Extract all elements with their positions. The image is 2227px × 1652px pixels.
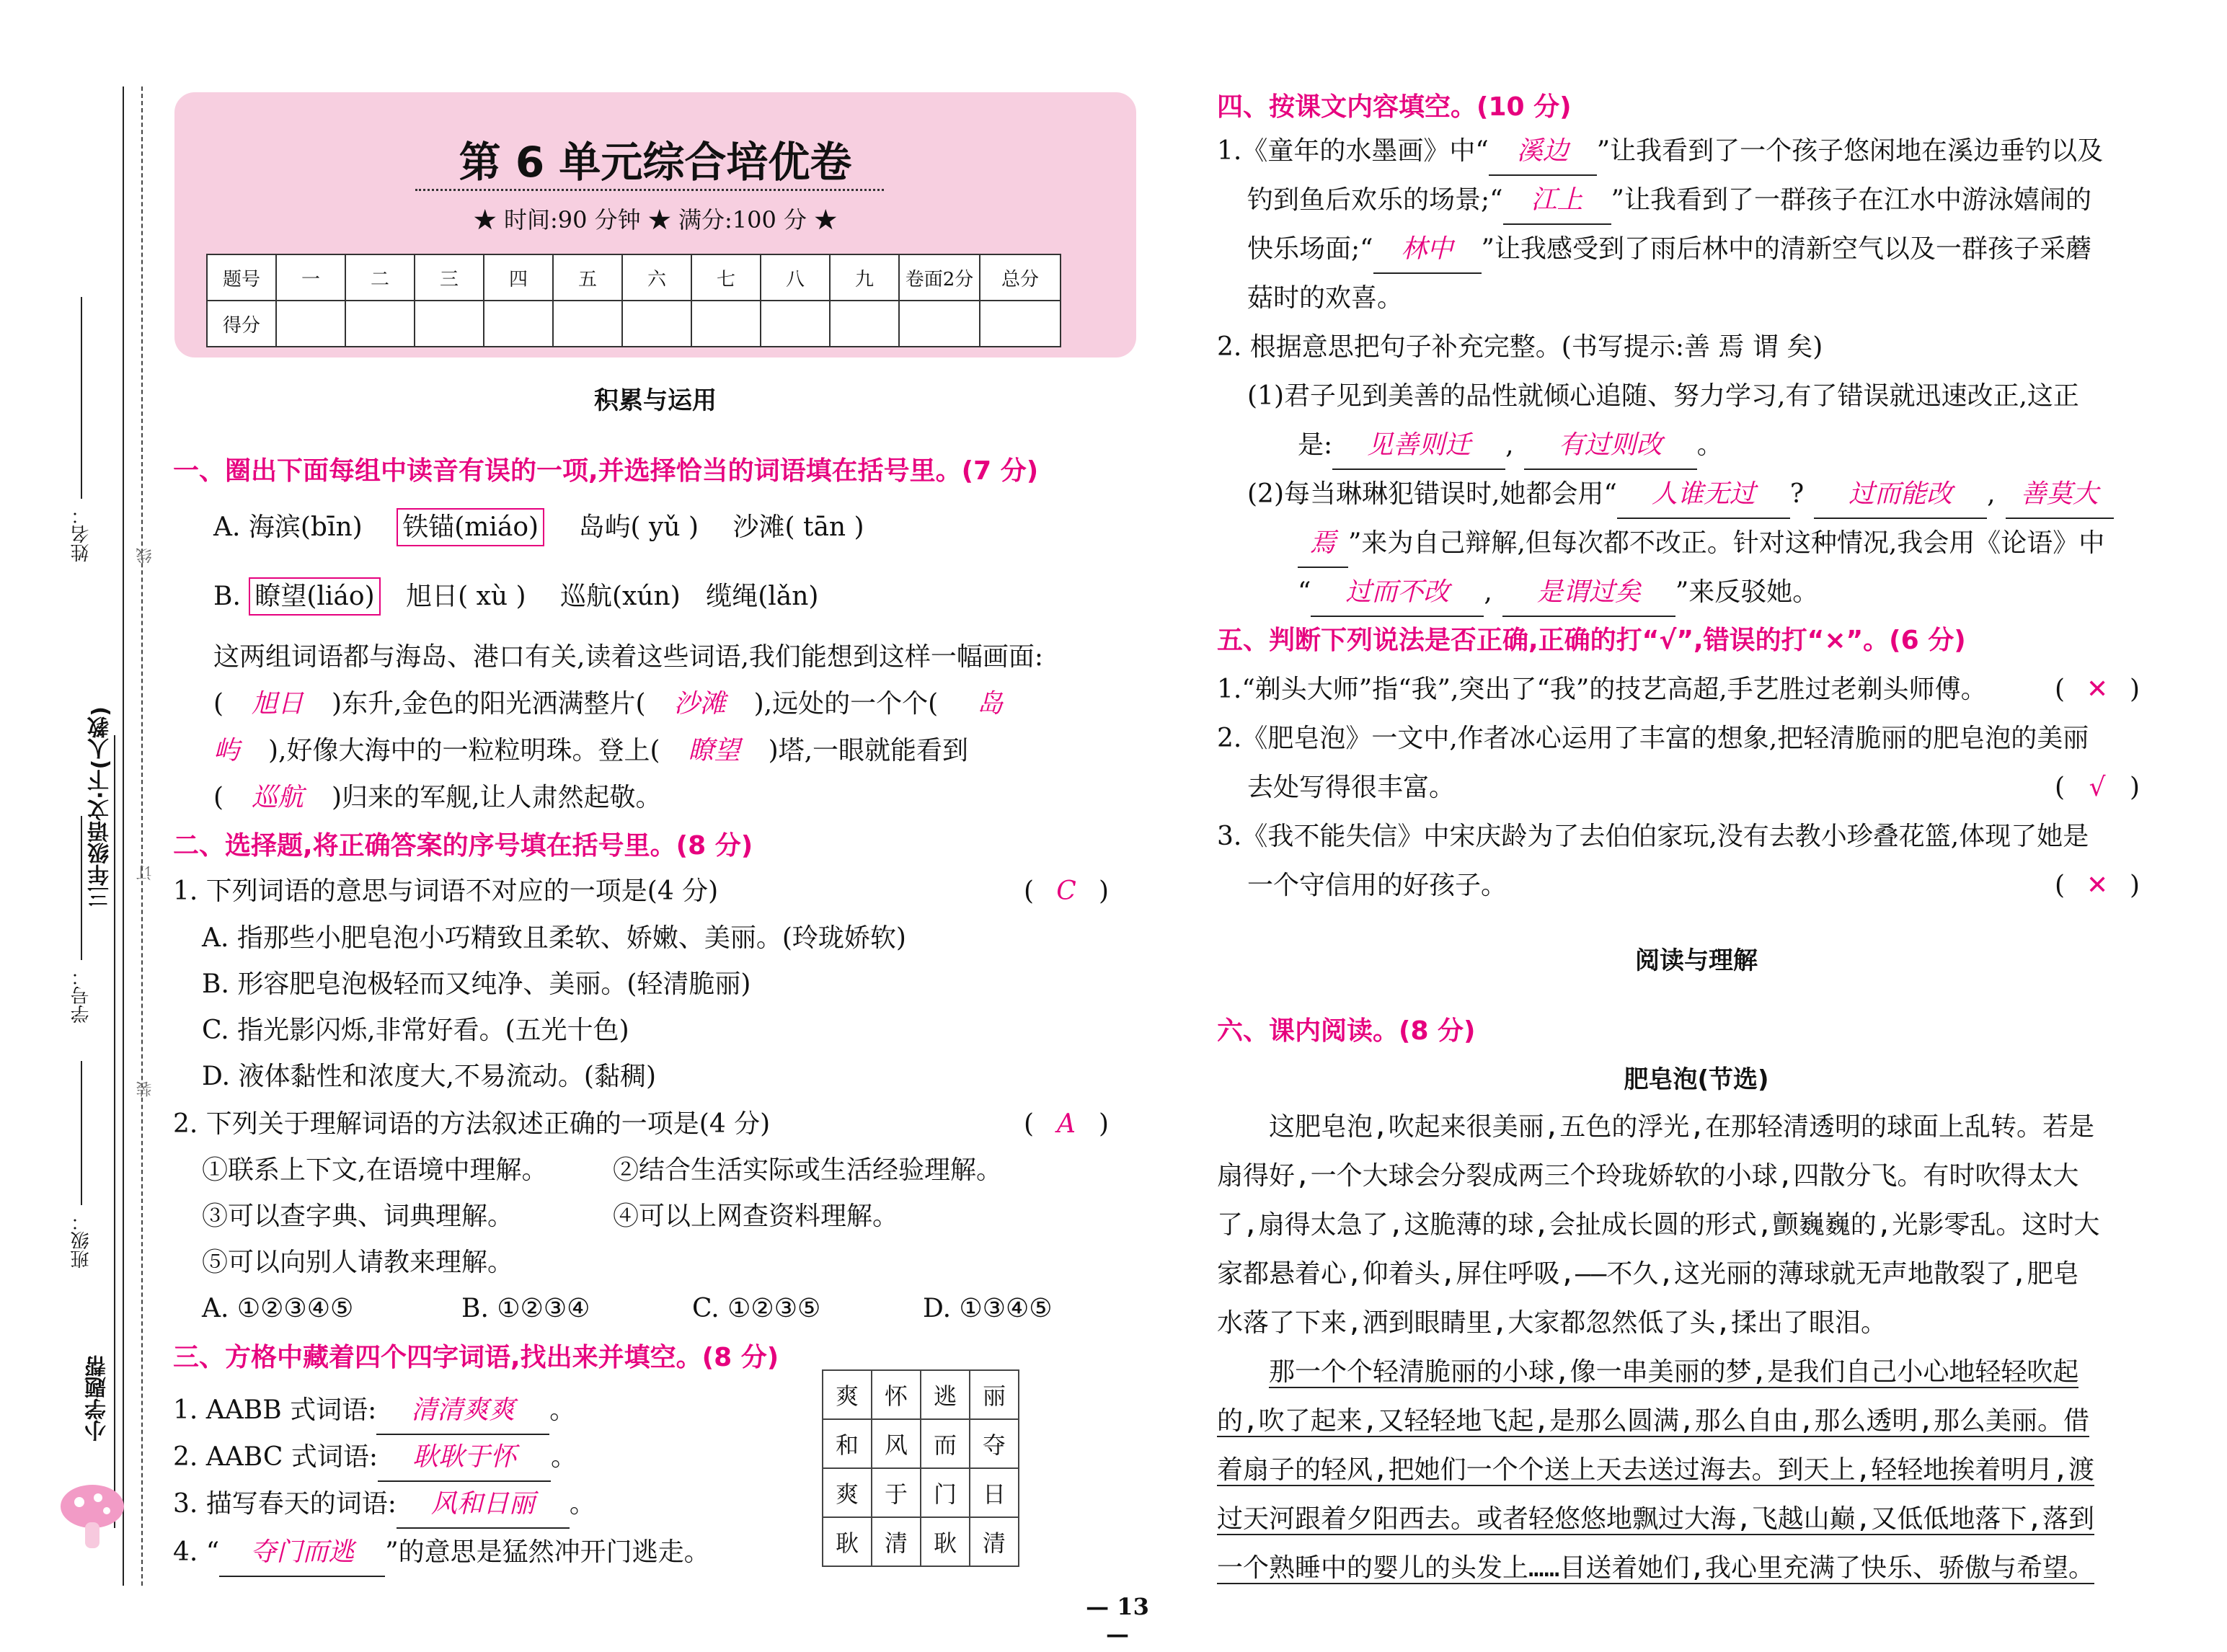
answer-blank[interactable]: 江上 bbox=[1503, 177, 1611, 225]
article-line: 水落了下来,洒到眼睛里,大家都忽然低了头,揉出了眼泪。 bbox=[1217, 1308, 1887, 1338]
text: 1.《童年的水墨画》中“ bbox=[1217, 136, 1489, 166]
grid-cell: 耿 bbox=[823, 1517, 872, 1566]
q1-paragraph-line4 bbox=[213, 775, 662, 821]
text: ),远处的一个个( bbox=[753, 689, 939, 719]
q4-line: 2. 根据意思把句子补充完整。(书写提示:善 焉 谓 矣) bbox=[1217, 332, 1823, 362]
word-item: 旭日( xù ) bbox=[406, 582, 526, 611]
id-field: 学号： bbox=[68, 793, 94, 1023]
text: 钓到鱼后欢乐的场景;“ bbox=[1247, 185, 1503, 215]
word-item: 缆绳(lǎn) bbox=[706, 582, 819, 611]
answer-blank[interactable]: 善莫大 bbox=[2006, 471, 2114, 519]
text: )塔,一眼就能看到 bbox=[768, 736, 969, 765]
mushroom-logo-icon bbox=[56, 1478, 128, 1557]
book-label: 三年级语文·下(人教) bbox=[88, 706, 113, 907]
article-body bbox=[1217, 1103, 2176, 1593]
score-table-header-row bbox=[207, 254, 1061, 301]
article-line-underlined: 的,吹了起来,又轻轻地飞起,是那么圆满,那么自由,那么透明,那么美丽。借 bbox=[1217, 1406, 2090, 1436]
table-cell: 五 bbox=[553, 254, 622, 301]
q4-line bbox=[1247, 226, 2091, 274]
answer-blank[interactable]: C bbox=[1056, 876, 1076, 906]
q1-paragraph-line1: 这两组词语都与海岛、港口有关,读着这些词语,我们能想到这样一幅画面: bbox=[213, 642, 1044, 672]
q5-statement: 2.《肥皂泡》一文中,作者冰心运用了丰富的想象,把轻清脆丽的肥皂泡的美丽 bbox=[1217, 724, 2089, 753]
class-field: 班级： bbox=[68, 1038, 94, 1269]
score-input-cell[interactable] bbox=[484, 301, 553, 347]
q1-row-a bbox=[213, 505, 1122, 551]
q3-title: 三、方格中藏着四个四字词语,找出来并填空。(8 分) bbox=[173, 1343, 779, 1372]
q4-line bbox=[1247, 177, 2091, 225]
q4-line: (2)每当琳琳犯错误时,她都会用“ 人谁无过 ? 过而能改 , 善莫大 bbox=[1247, 471, 2114, 519]
answer-blank[interactable]: 有过则改 bbox=[1524, 422, 1697, 470]
margin-line-outer bbox=[123, 86, 124, 1586]
cross-icon[interactable]: ✕ bbox=[2086, 871, 2109, 900]
q6-title: 六、课内阅读。(8 分) bbox=[1217, 1016, 1476, 1046]
grid-row bbox=[823, 1419, 1019, 1468]
answer-blank[interactable]: 人谁无过 bbox=[1617, 471, 1790, 519]
answer-blank[interactable]: 风和日丽 bbox=[397, 1481, 570, 1529]
q3-item bbox=[173, 1434, 577, 1482]
check-icon[interactable]: √ bbox=[2089, 773, 2106, 802]
q4-line bbox=[1217, 128, 2103, 176]
word-item: 沙滩( tān ) bbox=[732, 512, 864, 542]
q4-line: (1)君子见到美善的品性就倾心追随、努力学习,有了错误就迅速改正,这正 bbox=[1247, 381, 2079, 411]
page-number: — 13 — bbox=[1086, 1593, 1149, 1648]
word-item: B. bbox=[213, 582, 241, 611]
grid-cell: 耿 bbox=[921, 1517, 970, 1566]
q5-statement: 去处写得很丰富。 bbox=[1247, 773, 1456, 802]
cut-mark-ding: 订 bbox=[136, 865, 154, 881]
q4-title: 四、按课文内容填空。(10 分) bbox=[1217, 92, 1572, 122]
q5-title: 五、判断下列说法是否正确,正确的打“√”,错误的打“×”。(6 分) bbox=[1217, 626, 1966, 655]
answer-blank[interactable]: 旭日 bbox=[252, 689, 304, 719]
table-cell: 卷面2分 bbox=[899, 254, 980, 301]
grid-cell: 丽 bbox=[970, 1370, 1019, 1419]
answer-blank[interactable]: 过而不改 bbox=[1311, 569, 1484, 617]
answer-blank[interactable]: 巡航 bbox=[252, 783, 304, 812]
score-input-cell[interactable] bbox=[415, 301, 484, 347]
answer-blank[interactable]: 清清爽爽 bbox=[376, 1387, 549, 1435]
text: 4. “ bbox=[173, 1537, 220, 1567]
table-cell: 一 bbox=[276, 254, 345, 301]
method-item: ④可以上网查资料理解。 bbox=[613, 1202, 899, 1231]
grid-cell: 于 bbox=[872, 1468, 921, 1517]
score-input-cell[interactable] bbox=[830, 301, 899, 347]
title-rule bbox=[415, 189, 884, 191]
grid-cell: 爽 bbox=[823, 1370, 872, 1419]
choice-item: C. ①②③⑤ bbox=[692, 1294, 821, 1323]
score-input-cell[interactable] bbox=[761, 301, 830, 347]
answer-blank[interactable]: A bbox=[1057, 1109, 1076, 1139]
text: 3. 描写春天的词语: bbox=[173, 1489, 397, 1519]
method-item: ⑤可以向别人请教来理解。 bbox=[202, 1248, 514, 1277]
cut-mark-xian: 线 bbox=[136, 548, 154, 564]
text: ”让我看到了一群孩子在江水中游泳嬉闹的 bbox=[1611, 185, 2091, 215]
article-line-underlined: 着扇子的轻风,把她们一个个送上天去送过海去。到天上,轻轻地挨着明月,渡 bbox=[1217, 1455, 2095, 1485]
text: ( bbox=[213, 783, 224, 812]
text: ”让我感受到了雨后林中的清新空气以及一群孩子采蘑 bbox=[1481, 234, 2091, 264]
character-grid bbox=[822, 1369, 1019, 1567]
q4-line: 菇时的欢喜。 bbox=[1247, 283, 1404, 313]
q1-paragraph-line3 bbox=[213, 728, 968, 774]
table-cell: 题号 bbox=[207, 254, 276, 301]
q1-paragraph-line2 bbox=[213, 681, 1003, 727]
word-item: 巡航(xún) bbox=[560, 582, 681, 611]
table-cell: 得分 bbox=[207, 301, 276, 347]
q3-item bbox=[173, 1387, 575, 1435]
text: 1. AABB 式词语: bbox=[173, 1395, 377, 1425]
article-title: 肥皂泡(节选) bbox=[1624, 1065, 1769, 1094]
answer-blank[interactable]: 见善则迁 bbox=[1332, 422, 1505, 470]
article-line-underlined: 过天河跟着夕阳西去。或者轻悠悠地飘过大海,飞越山巅,又低低地落下,落到 bbox=[1217, 1504, 2095, 1534]
q5-statement: 一个守信用的好孩子。 bbox=[1247, 871, 1507, 900]
answer-blank[interactable]: 沙滩 bbox=[673, 689, 726, 719]
q2-option: A. 指那些小肥皂泡小巧精致且柔软、娇嫩、美丽。(玲珑娇软) bbox=[202, 923, 906, 953]
text: 是: bbox=[1298, 430, 1333, 460]
score-input-cell[interactable] bbox=[899, 301, 980, 347]
grid-row bbox=[823, 1468, 1019, 1517]
article-line: 了,扇得太急了,这脆薄的球,会扯成长圆的形式,颤巍巍的,光影零乱。这时大 bbox=[1217, 1210, 2100, 1240]
table-cell: 三 bbox=[415, 254, 484, 301]
q3-item bbox=[173, 1529, 710, 1577]
q2-sub1: 1. 下列词语的意思与词语不对应的一项是(4 分) bbox=[173, 876, 719, 906]
q4-line bbox=[1298, 520, 2104, 568]
score-table-score-row bbox=[207, 301, 1061, 347]
choice-item: B. ①②③④ bbox=[461, 1294, 590, 1323]
margin-line-cut bbox=[141, 86, 143, 1586]
circled-word: 铁锚(miáo) bbox=[397, 508, 544, 546]
choice-item: D. ①③④⑤ bbox=[923, 1294, 1053, 1323]
name-field: 姓名： bbox=[68, 274, 94, 562]
score-input-cell[interactable] bbox=[622, 301, 691, 347]
text: 快乐场面;“ bbox=[1247, 234, 1373, 264]
q2-sub1-answer: ( C ) bbox=[1024, 869, 1109, 915]
answer-blank[interactable]: 焉 bbox=[1298, 520, 1348, 568]
article-line-underlined: 那一个个轻清脆丽的小球,像一串美丽的梦,是我们自己小心地轻轻吹起 bbox=[1269, 1357, 2079, 1387]
text: 。 bbox=[549, 1395, 576, 1425]
grid-cell: 门 bbox=[921, 1468, 970, 1517]
q2-option: C. 指光影闪烁,非常好看。(五光十色) bbox=[202, 1016, 629, 1045]
answer-blank[interactable]: 夺门而逃 bbox=[219, 1529, 385, 1577]
answer-blank[interactable]: 耿耿于怀 bbox=[378, 1434, 551, 1482]
grid-cell: 风 bbox=[872, 1419, 921, 1468]
method-item: ③可以查字典、词典理解。 bbox=[202, 1202, 514, 1231]
grid-row bbox=[823, 1370, 1019, 1419]
part-title-accumulation: 积累与运用 bbox=[594, 386, 717, 415]
page-title: 第 6 单元综合培优卷 bbox=[459, 138, 852, 187]
q5-statement: 3.《我不能失信》中宋庆龄为了去伯伯家玩,没有去教小珍叠花篮,体现了她是 bbox=[1217, 822, 2089, 851]
q2-sub2-answer: ( A ) bbox=[1024, 1101, 1109, 1147]
q1-row-b bbox=[213, 574, 1122, 620]
text: (2)每当琳琳犯错误时,她都会用“ bbox=[1247, 479, 1617, 509]
q5-statement: 1.“剃头大师”指“我”,突出了“我”的技艺高超,手艺胜过老剃头师傅。 bbox=[1217, 675, 1987, 704]
answer-blank[interactable]: 溪边 bbox=[1489, 128, 1597, 176]
method-item: ②结合生活实际或生活经验理解。 bbox=[613, 1155, 1003, 1185]
article-line: 这肥皂泡,吹起来很美丽,五色的浮光,在那轻清透明的球面上乱转。若是 bbox=[1269, 1112, 2095, 1142]
text: ”来为自己辩解,但每次都不改正。针对这种情况,我会用《论语》中 bbox=[1348, 528, 2105, 558]
answer-blank[interactable]: 林中 bbox=[1373, 226, 1482, 274]
grid-cell: 和 bbox=[823, 1419, 872, 1468]
grid-cell: 爽 bbox=[823, 1468, 872, 1517]
article-line: 扇得好,一个大球会分裂成两三个玲珑娇软的小球,四散分飞。有时吹得太大 bbox=[1217, 1161, 2079, 1191]
text: 。 bbox=[551, 1442, 577, 1472]
q1-title: 一、圈出下面每组中读音有误的一项,并选择恰当的词语填在括号里。(7 分) bbox=[173, 456, 1039, 486]
q2-title: 二、选择题,将正确答案的序号填在括号里。(8 分) bbox=[173, 831, 753, 861]
grid-cell: 清 bbox=[872, 1517, 921, 1566]
score-input-cell[interactable] bbox=[553, 301, 622, 347]
q2-sub2: 2. 下列关于理解词语的方法叙述正确的一项是(4 分) bbox=[173, 1109, 771, 1139]
score-table bbox=[206, 254, 1061, 347]
q3-item bbox=[173, 1481, 596, 1529]
q5-judge: ( √ ) bbox=[2055, 765, 2140, 811]
grid-cell: 日 bbox=[970, 1468, 1019, 1517]
text: )东升,金色的阳光洒满整片( bbox=[332, 689, 646, 719]
score-input-cell[interactable] bbox=[345, 301, 415, 347]
circled-word: 瞭望(liáo) bbox=[249, 577, 380, 616]
text: ”让我看到了一个孩子悠闲地在溪边垂钓以及 bbox=[1596, 136, 2104, 166]
grid-cell: 逃 bbox=[921, 1370, 970, 1419]
table-cell: 七 bbox=[691, 254, 761, 301]
text: ),好像大海中的一粒粒明珠。登上( bbox=[268, 736, 660, 765]
cross-icon[interactable]: ✕ bbox=[2086, 675, 2109, 704]
word-item: A. 海滨(bīn) bbox=[213, 512, 363, 542]
score-input-cell[interactable] bbox=[980, 301, 1061, 347]
answer-blank[interactable]: 瞭望 bbox=[688, 736, 740, 765]
table-cell: 八 bbox=[761, 254, 830, 301]
grid-cell: 怀 bbox=[872, 1370, 921, 1419]
table-cell: 总分 bbox=[980, 254, 1061, 301]
article-line: 家都悬着心,仰着头,屏住呼吸,——不久,这光丽的薄球就无声地散裂了,肥皂 bbox=[1217, 1259, 2079, 1289]
score-input-cell[interactable] bbox=[276, 301, 345, 347]
table-cell: 四 bbox=[484, 254, 553, 301]
brand-label: 小学题帮 bbox=[85, 1355, 110, 1442]
grid-cell: 夺 bbox=[970, 1419, 1019, 1468]
cut-mark-zhuang: 装 bbox=[136, 1081, 154, 1097]
answer-blank[interactable]: 过而能改 bbox=[1814, 471, 1987, 519]
time-score-line: ★ 时间:90 分钟 ★ 满分:100 分 ★ bbox=[473, 206, 838, 234]
part-title-reading: 阅读与理解 bbox=[1635, 946, 1758, 975]
answer-blank[interactable]: 屿 bbox=[213, 736, 240, 765]
q2-option: D. 液体黏性和浓度大,不易流动。(黏稠) bbox=[202, 1062, 657, 1091]
q4-line: 是: 见善则迁 , 有过则改 。 bbox=[1298, 422, 1723, 470]
grid-row bbox=[823, 1517, 1019, 1566]
table-cell: 六 bbox=[622, 254, 691, 301]
text: )归来的军舰,让人肃然起敬。 bbox=[332, 783, 662, 812]
text: ”来反驳她。 bbox=[1675, 577, 1819, 607]
q4-line: “ 过而不改 , 是谓过矣 ”来反驳她。 bbox=[1298, 569, 1818, 617]
answer-blank[interactable]: 是谓过矣 bbox=[1502, 569, 1675, 617]
table-cell: 九 bbox=[830, 254, 899, 301]
grid-cell: 而 bbox=[921, 1419, 970, 1468]
article-line-underlined: 一个熟睡中的婴儿的头发上……目送着她们,我心里充满了快乐、骄傲与希望。 bbox=[1217, 1553, 2095, 1583]
method-item: ①联系上下文,在语境中理解。 bbox=[202, 1155, 548, 1185]
q5-judge: ( ✕ ) bbox=[2055, 863, 2140, 909]
grid-cell: 清 bbox=[970, 1517, 1019, 1566]
score-input-cell[interactable] bbox=[691, 301, 761, 347]
text: ( bbox=[213, 689, 224, 719]
text: 。 bbox=[569, 1489, 596, 1519]
choice-item: A. ①②③④⑤ bbox=[202, 1294, 354, 1323]
word-item: 岛屿( yǔ ) bbox=[578, 512, 699, 542]
answer-blank[interactable]: 岛 bbox=[977, 689, 1004, 719]
text: 2. AABC 式词语: bbox=[173, 1442, 378, 1472]
table-cell: 二 bbox=[345, 254, 415, 301]
q5-judge: ( ✕ ) bbox=[2055, 667, 2140, 713]
q2-option: B. 形容肥皂泡极轻而又纯净、美丽。(轻清脆丽) bbox=[202, 969, 751, 999]
text: ”的意思是猛然冲开门逃走。 bbox=[385, 1537, 710, 1567]
